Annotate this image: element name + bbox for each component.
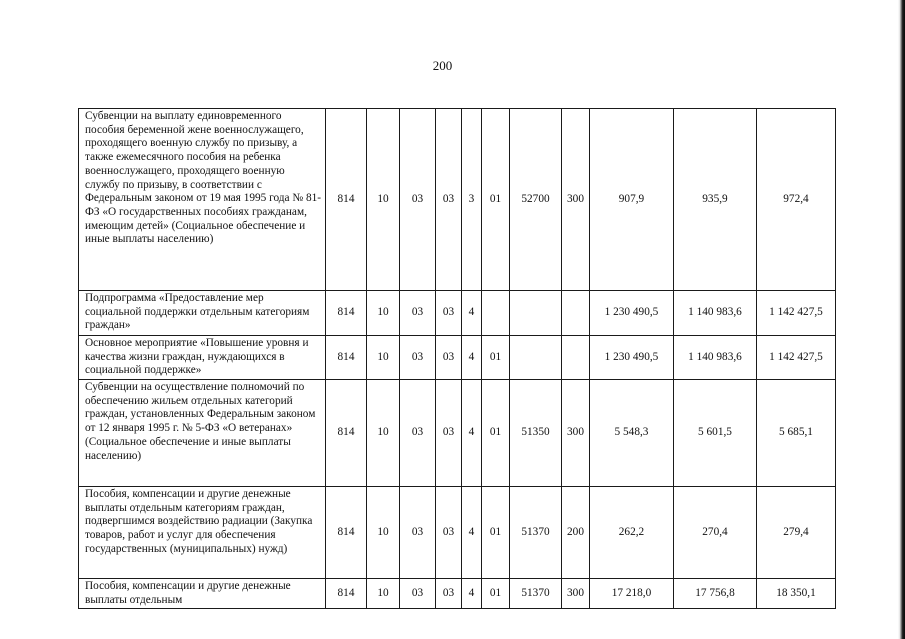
amount-year-2: 1 140 983,6	[674, 291, 757, 336]
amount-year-3: 18 350,1	[757, 579, 836, 609]
amount-year-1: 1 230 490,5	[590, 291, 674, 336]
subsection-code: 03	[400, 336, 436, 380]
row-name: Подпрограмма «Предоставление мер социальной поддержки отдельным категориям граждан»	[79, 291, 326, 336]
row-name: Субвенции на выплату единовременного пособия беременной жене военнослужащего, проходящего военную службу по призыву, а также ежемесячного пособия на ребенка военнослужащего, проходящего военную службу по призыву, в соответствии с Федеральным законом от 19 мая 1995 года № 81-ФЗ «О государственных пособиях гражданам, имеющим детей» (Социальное обеспечение и иные выплаты населению)	[79, 109, 326, 291]
expense-type-code: 200	[562, 487, 590, 579]
table-row	[79, 291, 836, 336]
amount-year-2: 270,4	[674, 487, 757, 579]
amount-year-2: 1 140 983,6	[674, 336, 757, 380]
expense-type-code	[562, 291, 590, 336]
expense-type-code: 300	[562, 109, 590, 291]
amount-year-2: 5 601,5	[674, 380, 757, 487]
amount-year-3: 279,4	[757, 487, 836, 579]
event-code: 01	[482, 487, 510, 579]
table-row	[79, 380, 836, 487]
direction-code	[510, 336, 562, 380]
table-row	[79, 336, 836, 380]
subsection-code: 03	[400, 291, 436, 336]
expense-type-code: 300	[562, 380, 590, 487]
section-code: 10	[367, 336, 400, 380]
amount-year-1: 17 218,0	[590, 579, 674, 609]
subsection-code: 03	[400, 109, 436, 291]
event-code: 01	[482, 579, 510, 609]
program-code: 03	[436, 380, 462, 487]
amount-year-1: 907,9	[590, 109, 674, 291]
amount-year-1: 262,2	[590, 487, 674, 579]
event-code: 01	[482, 336, 510, 380]
direction-code: 51370	[510, 579, 562, 609]
event-code	[482, 291, 510, 336]
direction-code: 52700	[510, 109, 562, 291]
subprogram-code: 3	[462, 109, 482, 291]
subprogram-code: 4	[462, 380, 482, 487]
ministry-code: 814	[326, 579, 367, 609]
row-name: Субвенции на осуществление полномочий по обеспечению жильем отдельных категорий граждан, установленных Федеральным законом от 12 января 1995 г. № 5-ФЗ «О ветеранах» (Социальное обеспечение и иные выплаты населению)	[79, 380, 326, 487]
expense-type-code	[562, 336, 590, 380]
section-code: 10	[367, 291, 400, 336]
program-code: 03	[436, 579, 462, 609]
event-code: 01	[482, 380, 510, 487]
ministry-code: 814	[326, 380, 367, 487]
program-code: 03	[436, 487, 462, 579]
table-row	[79, 487, 836, 579]
subprogram-code: 4	[462, 291, 482, 336]
subprogram-code: 4	[462, 336, 482, 380]
row-name: Пособия, компенсации и другие денежные выплаты отдельным	[79, 579, 326, 609]
amount-year-3: 972,4	[757, 109, 836, 291]
direction-code: 51350	[510, 380, 562, 487]
page-number: 200	[432, 58, 453, 73]
subprogram-code: 4	[462, 487, 482, 579]
amount-year-1: 1 230 490,5	[590, 336, 674, 380]
amount-year-1: 5 548,3	[590, 380, 674, 487]
budget-table-body	[79, 109, 836, 609]
ministry-code: 814	[326, 109, 367, 291]
direction-code: 51370	[510, 487, 562, 579]
section-code: 10	[367, 380, 400, 487]
table-row	[79, 109, 836, 291]
section-code: 10	[367, 579, 400, 609]
section-code: 10	[367, 109, 400, 291]
amount-year-3: 1 142 427,5	[757, 291, 836, 336]
scan-edge-shadow	[898, 0, 905, 639]
subsection-code: 03	[400, 487, 436, 579]
amount-year-2: 935,9	[674, 109, 757, 291]
budget-table	[78, 108, 836, 609]
ministry-code: 814	[326, 291, 367, 336]
program-code: 03	[436, 291, 462, 336]
subprogram-code: 4	[462, 579, 482, 609]
subsection-code: 03	[400, 579, 436, 609]
program-code: 03	[436, 336, 462, 380]
amount-year-3: 5 685,1	[757, 380, 836, 487]
direction-code	[510, 291, 562, 336]
event-code: 01	[482, 109, 510, 291]
row-name: Основное мероприятие «Повышение уровня и качества жизни граждан, нуждающихся в социальной поддержке»	[79, 336, 326, 380]
section-code: 10	[367, 487, 400, 579]
amount-year-3: 1 142 427,5	[757, 336, 836, 380]
subsection-code: 03	[400, 380, 436, 487]
ministry-code: 814	[326, 487, 367, 579]
program-code: 03	[436, 109, 462, 291]
table-row	[79, 579, 836, 609]
ministry-code: 814	[326, 336, 367, 380]
amount-year-2: 17 756,8	[674, 579, 757, 609]
row-name: Пособия, компенсации и другие денежные выплаты отдельным категориям граждан, подвергшимся воздействию радиации (Закупка товаров, работ и услуг для обеспечения государственных (муниципальных) нужд)	[79, 487, 326, 579]
expense-type-code: 300	[562, 579, 590, 609]
